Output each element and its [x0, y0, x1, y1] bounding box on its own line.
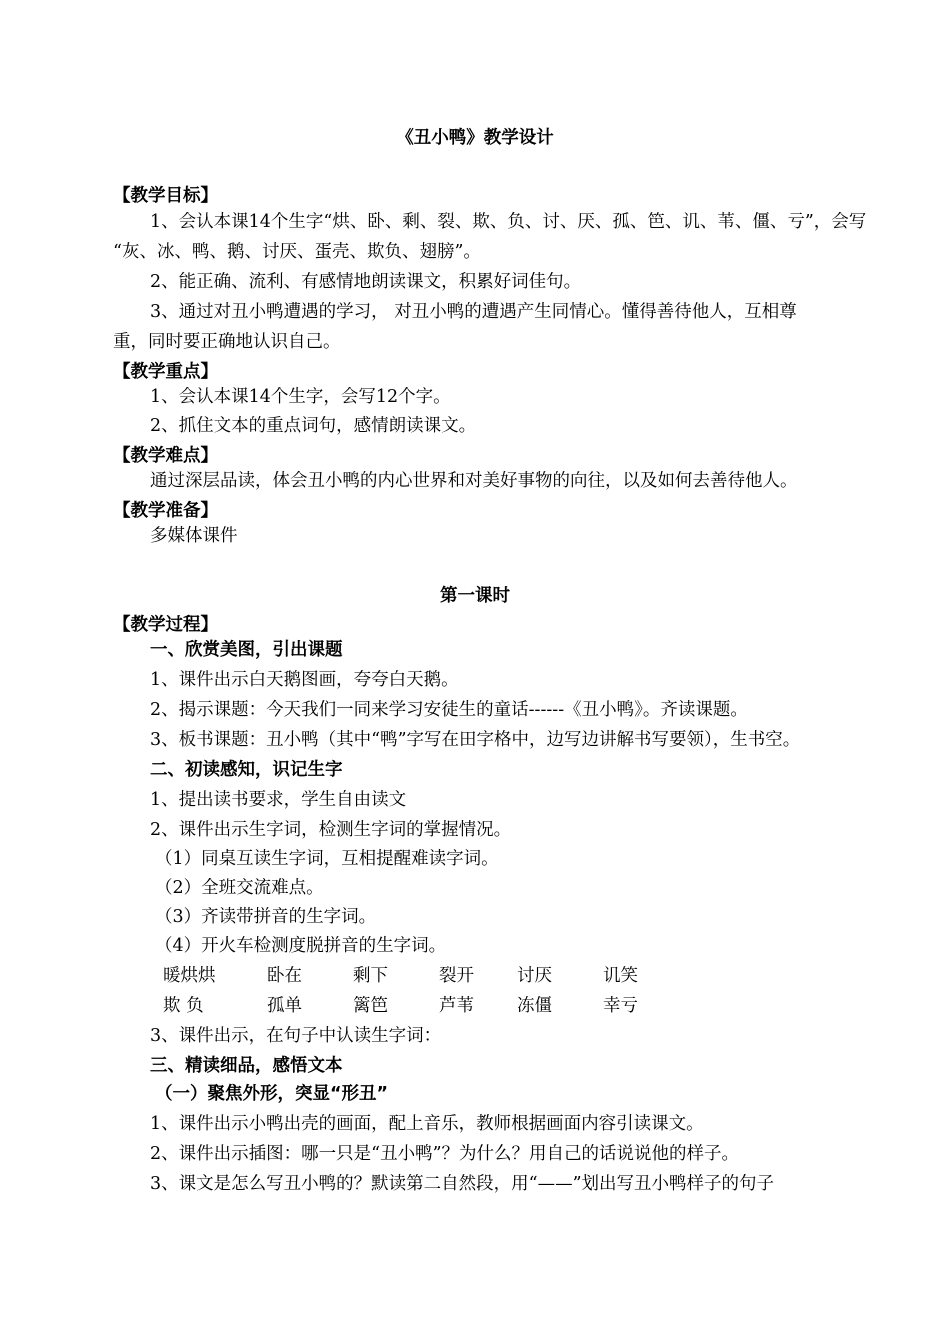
vocab-word: 芦苇	[439, 996, 474, 1016]
objectives-item2: 2、能正确、流利、有感情地朗读课文，积累好词佳句。	[150, 272, 582, 292]
vocab-word: 篱笆	[353, 996, 388, 1016]
difficulties-heading: 【教学难点】	[113, 446, 218, 466]
process-heading: 【教学过程】	[113, 615, 218, 635]
vocab-word: 幸亏	[603, 996, 638, 1016]
vocab-word: 暖烘烘	[163, 966, 216, 986]
vocab-word: 讥笑	[603, 966, 638, 986]
objectives-item3-line1: 3、通过对丑小鸭遭遇的学习， 对丑小鸭的遭遇产生同情心。懂得善待他人，互相尊	[150, 302, 797, 322]
section2-heading: 二、初读感知，识记生字	[150, 760, 343, 780]
section3-item2: 2、课件出示插图：哪一只是“丑小鸭”？为什么？用自己的话说说他的样子。	[150, 1144, 740, 1164]
section3-item3: 3、课文是怎么写丑小鸭的？默读第二自然段，用“——”划出写丑小鸭样子的句子	[150, 1174, 775, 1194]
vocab-word: 卧在	[267, 966, 302, 986]
section3-subheading: （一）聚焦外形，突显“形丑”	[155, 1084, 389, 1104]
objectives-heading: 【教学目标】	[113, 186, 218, 206]
difficulties-text: 通过深层品读，体会丑小鸭的内心世界和对美好事物的向往，以及如何去善待他人。	[150, 471, 798, 491]
section2-item2: 2、课件出示生字词，检测生字词的掌握情况。	[150, 820, 512, 840]
section2-item3: 3、课件出示，在句子中认读生字词：	[150, 1026, 442, 1046]
objectives-item1-line1: 1、会认本课14个生字“烘、卧、剩、裂、欺、负、讨、厌、孤、笆、讥、苇、僵、亏”，会写	[150, 212, 867, 232]
section2-sub2: （2）全班交流难点。	[155, 878, 324, 898]
keypoints-item2: 2、抓住文本的重点词句，感情朗读课文。	[150, 416, 477, 436]
section2-sub4: （4）开火车检测度脱拼音的生字词。	[155, 936, 447, 956]
section1-item3: 3、板书课题：丑小鸭（其中“鸭”字写在田字格中，边写边讲解书写要领），生书空。	[150, 730, 801, 750]
vocab-word: 孤单	[267, 996, 302, 1016]
keypoints-heading: 【教学重点】	[113, 362, 218, 382]
vocab-word: 裂开	[439, 966, 474, 986]
section2-sub1: （1）同桌互读生字词，互相提醒难读字词。	[155, 849, 499, 869]
section2-sub3: （3）齐读带拼音的生字词。	[155, 907, 377, 927]
document-title: 《丑小鸭》教学设计	[396, 128, 554, 148]
section1-item1: 1、课件出示白天鹅图画，夸夸白天鹅。	[150, 670, 459, 690]
objectives-item1-line2: “灰、冰、鸭、鹅、讨厌、蛋壳、欺负、翅膀”。	[113, 242, 481, 262]
section2-item1: 1、提出读书要求，学生自由读文	[150, 790, 407, 810]
section3-heading: 三、精读细品，感悟文本	[150, 1056, 343, 1076]
keypoints-item1: 1、会认本课14个生字，会写12个字。	[150, 387, 451, 407]
vocab-word: 讨厌	[517, 966, 552, 986]
vocab-word: 欺 负	[163, 996, 204, 1016]
vocab-word: 冻僵	[517, 996, 552, 1016]
vocab-word: 剩下	[353, 966, 388, 986]
section1-item2: 2、揭示课题：今天我们一同来学习安徒生的童话------《丑小鸭》。齐读课题。	[150, 700, 748, 720]
section1-heading: 一、欣赏美图，引出课题	[150, 640, 343, 660]
preparation-heading: 【教学准备】	[113, 501, 218, 521]
preparation-text: 多媒体课件	[150, 526, 238, 546]
objectives-item3-line2: 重，同时要正确地认识自己。	[113, 332, 341, 352]
lesson-title: 第一课时	[440, 586, 510, 606]
section3-item1: 1、课件出示小鸭出壳的画面，配上音乐，教师根据画面内容引读课文。	[150, 1114, 704, 1134]
